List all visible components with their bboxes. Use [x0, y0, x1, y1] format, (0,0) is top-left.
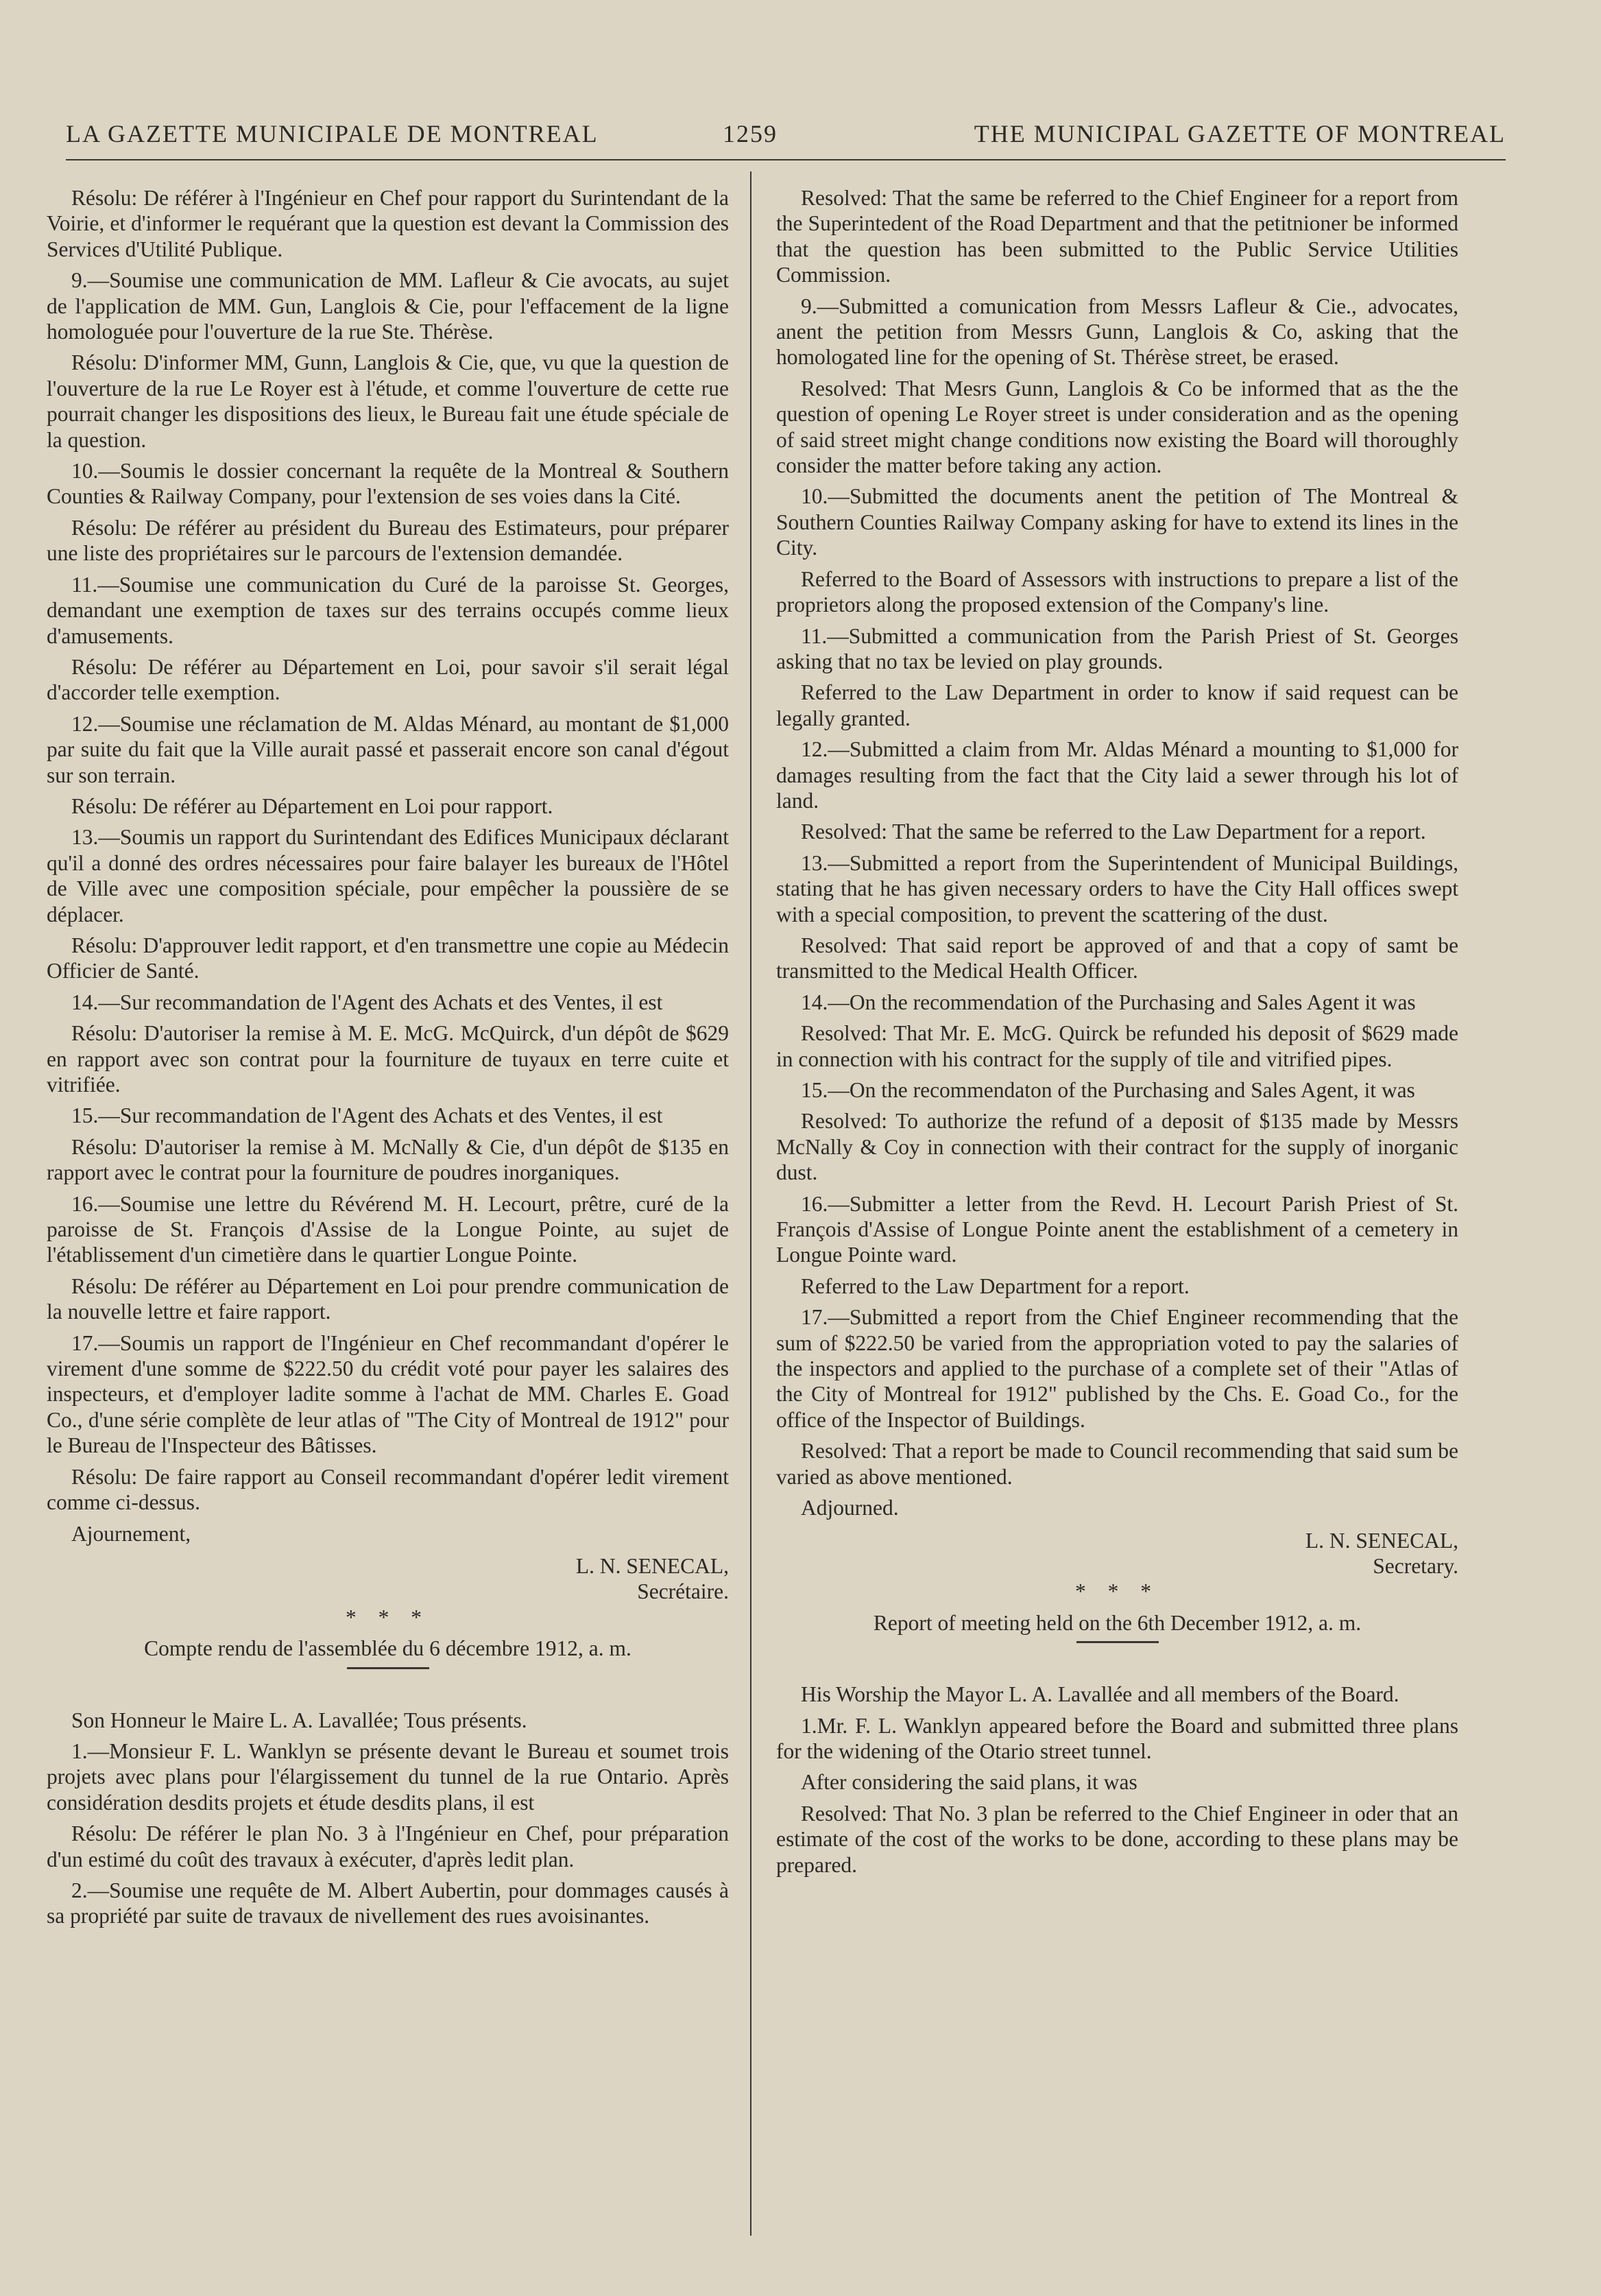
- english-adjournment: Adjourned.: [801, 1496, 899, 1520]
- english-column: [776, 185, 1458, 1883]
- french-adjournment: Ajournement,: [71, 1521, 191, 1546]
- french-paragraph: Résolu: De référer à l'Ingénieur en Chef pour rapport du Surintendant de la Voirie, et d'informer le requérant que la question est devant la Commission des Services d'Utilité Publique.: [47, 186, 729, 261]
- english-paragraph: Referred to the Board of Assessors with instructions to prepare a list of the proprietors along the proposed extension of the Company's line.: [776, 566, 1458, 617]
- english-paragraph: 17.—Submitted a report from the Chief Engineer recommending that the sum of $222.50 be varied from the appropriation voted to pay the salaries of the inspectors and applied to the purchase of a complete set of their "Atlas of the City of Montreal for 1912" published by the Chs. E. Goad Co., for the office of the Inspector of Buildings.: [776, 1305, 1458, 1432]
- english-paragraph: Resolved: That the same be referred to the Law Department for a report.: [801, 820, 1426, 844]
- french-paragraph: Résolu: D'approuver ledit rapport, et d'en transmettre une copie au Médecin Officier de Santé.: [47, 933, 729, 983]
- english-paragraph: 12.—Submitted a claim from Mr. Aldas Ménard a mounting to $1,000 for damages resulting from the fact that the City laid a sewer through his lot of land.: [776, 737, 1458, 813]
- french-separator: * * *: [346, 1605, 430, 1629]
- french-paragraph: 2.—Soumise une requête de M. Albert Aubertin, pour dommages causés à sa propriété par suite de travaux de nivellement des rues avoisinantes.: [47, 1878, 729, 1928]
- french-paragraph: 11.—Soumise une communication du Curé de la paroisse St. Georges, demandant une exemption de taxes sur des terrains occupés comme lieux d'amusements.: [47, 572, 729, 648]
- english-short-rule: [1076, 1641, 1159, 1643]
- english-paragraph: 1.Mr. F. L. Wanklyn appeared before the Board and submitted three plans for the widening of the Otario street tunnel.: [776, 1713, 1458, 1763]
- english-paragraph: After considering the said plans, it was: [801, 1770, 1137, 1795]
- english-signature-title: Secretary.: [1373, 1553, 1458, 1578]
- french-paragraph: 15.—Sur recommandation de l'Agent des Achats et des Ventes, il est: [71, 1103, 663, 1128]
- english-paragraph: Resolved: That said report be approved of and that a copy of samt be transmitted to the Medical Health Officer.: [776, 933, 1458, 983]
- french-paragraph: Résolu: D'autoriser la remise à M. McNally & Cie, d'un dépôt de $135 en rapport avec le contrat pour la fourniture de poudres inorganiques.: [47, 1134, 729, 1185]
- french-paragraph: 12.—Soumise une réclamation de M. Aldas Ménard, au montant de $1,000 par suite du fait que la Ville aurait passé et passerait encore son canal d'égout sur son terrain.: [47, 711, 729, 787]
- english-paragraph: 13.—Submitted a report from the Superintendent of Municipal Buildings, stating that he has given necessary orders to have the City Hall offices swept with a special composition, to prevent the scattering of the dust.: [776, 850, 1458, 926]
- header-french-title: LA GAZETTE MUNICIPALE DE MONTREAL: [66, 120, 599, 147]
- french-paragraph: Son Honneur le Maire L. A. Lavallée; Tous présents.: [71, 1708, 527, 1732]
- header-english-title: THE MUNICIPAL GAZETTE OF MONTREAL: [974, 120, 1506, 147]
- column-divider: [750, 171, 751, 2236]
- english-paragraph: Resolved: That No. 3 plan be referred to the Chief Engineer in oder that an estimate of the cost of the works to be done, according to these plans may be prepared.: [776, 1801, 1458, 1877]
- french-signature: L. N. SENECAL,: [575, 1553, 729, 1578]
- english-paragraph: Resolved: That Mr. E. McG. Quirck be refunded his deposit of $629 made in connection with his contract for the supply of tile and vitrified pipes.: [776, 1021, 1458, 1071]
- page-header: [66, 119, 1506, 160]
- french-paragraph: Résolu: De référer au président du Bureau des Estimateurs, pour préparer une liste des propriétaires sur le parcours de l'extension demandée.: [47, 515, 729, 566]
- french-paragraph: 17.—Soumis un rapport de l'Ingénieur en Chef recommandant d'opérer le virement d'une somme de $222.50 du crédit voté pour payer les salaires des inspecteurs, et d'employer ladite somme à l'achat de MM. Charles E. Goad Co., d'une série complète de leur atlas of "The City of Montreal de 1912" pour le Bureau de l'Inspecteur des Bâtisses.: [47, 1330, 729, 1458]
- french-paragraph: 1.—Monsieur F. L. Wanklyn se présente devant le Bureau et soumet trois projets avec plans pour l'élargissement du tunnel de la rue Ontario. Après considération desdits projets et étude desdits plans, il est: [47, 1738, 729, 1815]
- french-paragraph: 13.—Soumis un rapport du Surintendant des Edifices Municipaux déclarant qu'il a donné des ordres nécessaires pour faire balayer les bureaux de l'Hôtel de Ville avec une composition spéciale, pour empêcher la poussière de se déplacer.: [47, 825, 729, 926]
- french-paragraph: Résolu: D'autoriser la remise à M. E. McG. McQuirck, d'un dépôt de $629 en rapport avec son contrat pour la fourniture de tuyaux en terre cuite et vitrifiée.: [47, 1021, 729, 1097]
- french-minutes: [47, 185, 729, 1516]
- english-minutes-second: [776, 1682, 1458, 1878]
- english-paragraph: Referred to the Law Department in order to know if said request can be legally granted.: [776, 680, 1458, 730]
- english-paragraph: Resolved: That the same be referred to the Chief Engineer for a report from the Superintedent of the Road Department and that the petitnioner be informed that the question has been submitted to the Public Service Utilities Commission.: [776, 186, 1458, 287]
- english-paragraph: His Worship the Mayor L. A. Lavallée and all members of the Board.: [801, 1682, 1399, 1707]
- english-paragraph: 16.—Submitter a letter from the Revd. H. Lecourt Parish Priest of St. François d'Assise of Longue Pointe anent the establishment of a cemetery in Longue Pointe ward.: [776, 1191, 1458, 1267]
- french-paragraph: 10.—Soumis le dossier concernant la requête de la Montreal & Southern Counties & Railway Company, pour l'extension de ses voies dans la Cité.: [47, 459, 729, 509]
- english-paragraph: 9.—Submitted a comunication from Messrs Lafleur & Cie., advocates, anent the petition from Messrs Gunn, Langlois & Co, asking that the homologated line for the opening of St. Thérèse street, be erased.: [776, 294, 1458, 370]
- french-paragraph: Résolu: De référer au Département en Loi pour rapport.: [71, 793, 553, 818]
- french-column: [47, 185, 729, 1935]
- page-number: 1259: [723, 120, 778, 147]
- french-paragraph: Résolu: De faire rapport au Conseil recommandant d'opérer ledit virement comme ci-dessus.: [47, 1464, 729, 1515]
- french-paragraph: Résolu: De référer le plan No. 3 à l'Ingénieur en Chef, pour préparation d'un estimé du coût des travaux à exécuter, d'après ledit plan.: [47, 1821, 729, 1872]
- header-rule: [66, 159, 1506, 160]
- french-minutes-second: [47, 1708, 729, 1929]
- english-minutes: [776, 185, 1458, 1490]
- english-paragraph: 11.—Submitted a communication from the Parish Priest of St. Georges asking that no tax be levied on play grounds.: [776, 623, 1458, 673]
- french-paragraph: Résolu: D'informer MM, Gunn, Langlois & Cie, que, vu que la question de l'ouverture de la rue Le Royer est à l'étude, et comme l'ouverture de cette rue pourrait changer les dispositions des lieux, le Bureau fait une étude spéciale de la question.: [47, 350, 729, 452]
- english-separator: * * *: [1075, 1579, 1159, 1604]
- french-paragraph: 14.—Sur recommandation de l'Agent des Achats et des Ventes, il est: [71, 990, 663, 1014]
- french-paragraph: Résolu: De référer au Département en Loi, pour savoir s'il serait légal d'accorder telle exemption.: [47, 654, 729, 705]
- english-paragraph: Resolved: That a report be made to Council recommending that said sum be varied as above mentioned.: [776, 1439, 1458, 1489]
- french-paragraph: Résolu: De référer au Département en Loi pour prendre communication de la nouvelle lettre et faire rapport.: [47, 1273, 729, 1324]
- french-paragraph: 16.—Soumise une lettre du Révérend M. H. Lecourt, prêtre, curé de la paroisse de St. François d'Assise de la Longue Pointe, au sujet de l'établissement d'un cimetière dans le quartier Longue Pointe.: [47, 1191, 729, 1267]
- english-paragraph: 15.—On the recommendaton of the Purchasing and Sales Agent, it was: [801, 1078, 1415, 1102]
- french-short-rule: [347, 1667, 429, 1669]
- french-signature-title: Secrétaire.: [637, 1579, 729, 1604]
- english-paragraph: Resolved: That Mesrs Gunn, Langlois & Co be informed that as the the question of opening Le Royer street is under consideration and as the opening of said street might change conditions now existing the Board will thoroughly consider the matter before taking any action.: [776, 376, 1458, 478]
- french-paragraph: 9.—Soumise une communication de MM. Lafleur & Cie avocats, au sujet de l'application de MM. Gun, Langlois & Cie, pour l'effacement de la ligne homologuée pour l'ouverture de la rue Ste. Thérèse.: [47, 268, 729, 344]
- english-paragraph: Referred to the Law Department for a report.: [801, 1273, 1190, 1298]
- english-paragraph: Resolved: To authorize the refund of a deposit of $135 made by Messrs McNally & Coy in connection with their contract for the supply of inorganic dust.: [776, 1109, 1458, 1185]
- english-report-title: Report of meeting held on the 6th December 1912, a. m.: [873, 1610, 1362, 1635]
- french-report-title: Compte rendu de l'assemblée du 6 décembre 1912, a. m.: [144, 1636, 631, 1661]
- english-paragraph: 14.—On the recommendation of the Purchasing and Sales Agent it was: [801, 990, 1416, 1014]
- english-signature: L. N. SENECAL,: [1305, 1528, 1458, 1553]
- english-paragraph: 10.—Submitted the documents anent the petition of The Montreal & Southern Counties Railway Company asking for have to extend its lines in the City.: [776, 484, 1458, 560]
